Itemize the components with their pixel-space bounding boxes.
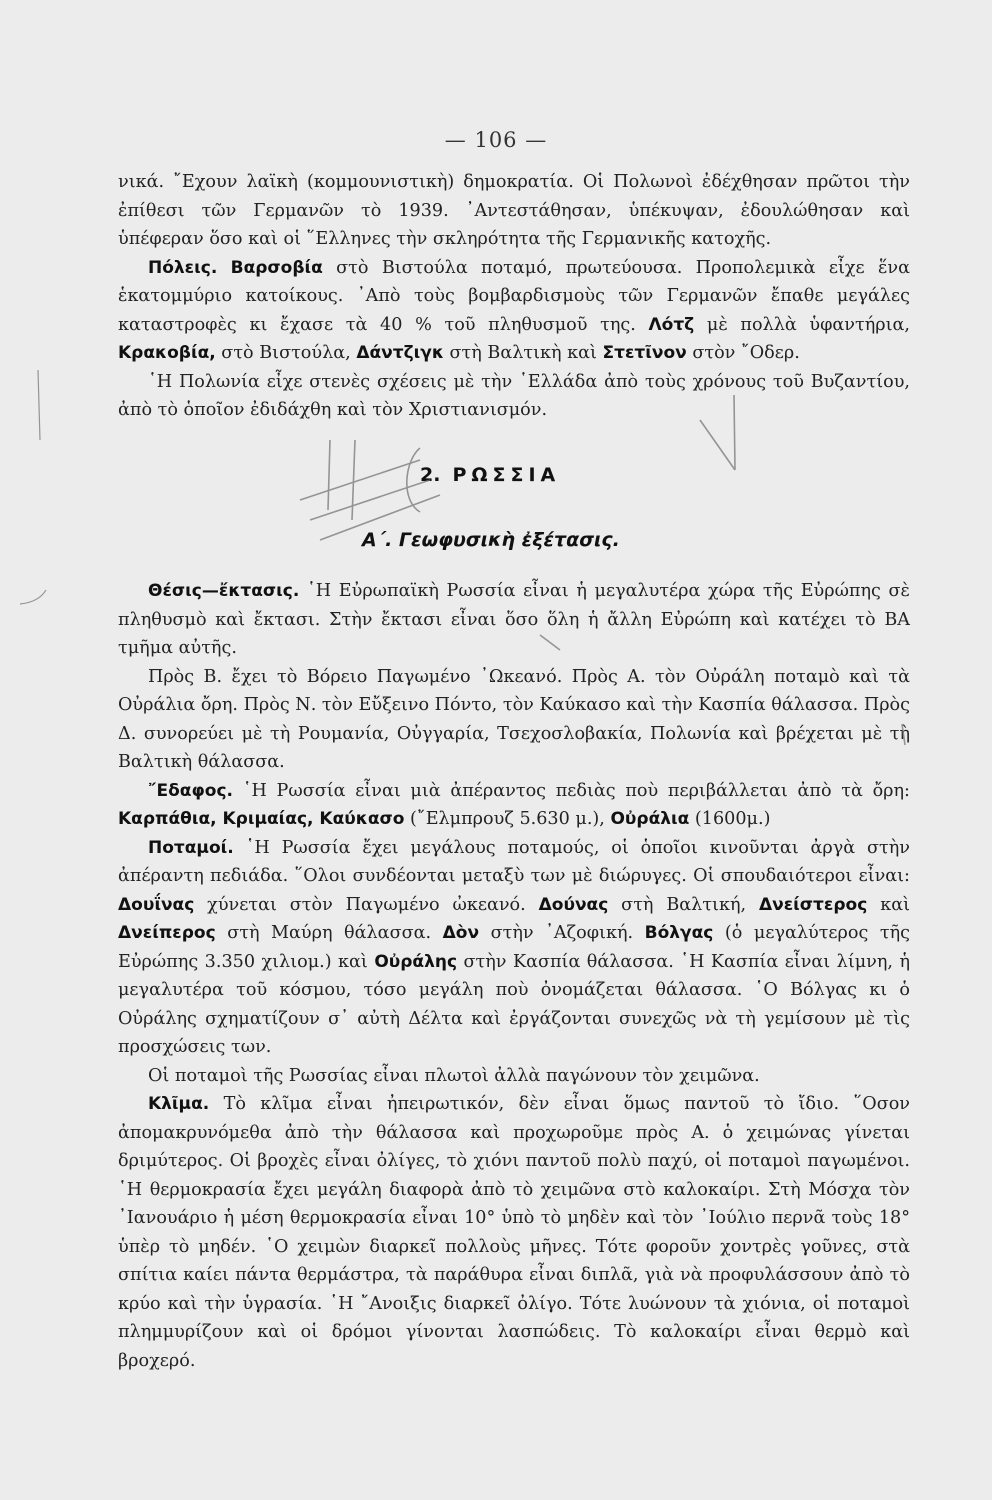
pencil-stroke [300, 460, 420, 500]
bold-term: Καρπάθια, Κριμαίας, Καύκασο [118, 809, 405, 829]
text-run: στὴ Βαλτικὴ καὶ [443, 343, 603, 363]
bold-term: Λότζ [648, 314, 695, 335]
bold-term: Βόλγας [644, 923, 714, 943]
text-run: στὴ Βαλτική, [608, 894, 759, 915]
pencil-stroke [38, 370, 40, 440]
pencil-stroke [352, 440, 355, 520]
bold-term: Οὐράλια [610, 809, 690, 829]
bold-term: Θέσις—ἔκτασις. [148, 581, 300, 601]
pencil-stroke [734, 395, 735, 470]
bold-term: Δάντζιγκ [356, 343, 444, 363]
bold-term: Στετῖνον [602, 343, 687, 363]
bold-term: Ποταμοί. [148, 837, 234, 858]
chapter-title: ΡΩΣΣΙΑ [452, 464, 561, 486]
bold-term: Οὐράλης [374, 951, 458, 972]
pencil-stroke [540, 635, 560, 650]
pencil-stroke [700, 420, 735, 470]
text-run: ῾Η Πολωνία εἶχε στενὲς σχέσεις μὲ τὴν ῾Ελλάδα ἀπὸ τοὺς χρόνους τοῦ Βυζαντίου, ἀπὸ τὸ ὁποῖον ἐδιδάχθη καὶ τὸν Χριστιανισμόν. [118, 371, 910, 420]
text-run: στὸ Βιστούλα ποταμό, πρωτεύουσα. Προπολεμικὰ εἶχε ἕνα ἑκατομμύριο κατοίκους. ᾿Απὸ τοὺς βομβαρδισμοὺς τῶν Γερμανῶν ἔπαθε μεγάλες καταστροφὲς κι ἔχασε τὰ 40 % τοῦ πληθυσμοῦ της. [118, 257, 910, 335]
text-run: ῾Η Ρωσσία εἶναι μιὰ ἀπέραντος πεδιὰς ποὺ περιβάλλεται ἀπὸ τὰ ὄρη: [232, 780, 910, 801]
text-run: (ὁ μεγαλύτερος τῆς Εὐρώπης 3.350 χιλιομ.) καὶ [118, 923, 910, 972]
text-run: στὸ Βιστούλα, [215, 343, 357, 363]
text-run: (1600μ.) [689, 809, 771, 829]
bold-term: Βαρσοβία [230, 257, 323, 278]
bold-term: Δνείστερος [758, 894, 868, 915]
text-run: μὲ πολλὰ ὑφαντήρια, [694, 314, 910, 335]
chapter-number: 2. [420, 464, 441, 486]
text-run: στὴν Κασπία θάλασσα. ῾Η Κασπία εἶναι λίμνη, ἡ μεγαλυτέρα τοῦ κόσμου, τόσο μεγάλη ποὺ ὀνομάζεται θάλασσα. ῾Ο Βόλγας κι ὁ Οὐράλης σχηματίζουν σ᾿ αὐτὴ Δέλτα καὶ ἐργάζονται συνεχῶς νὰ τὴ γεμίσουν μὲ τὶς προσχώσεις των. [118, 951, 911, 1057]
text-run: (῎Ελμπρουζ 5.630 μ.), [404, 809, 611, 829]
text-run: στὸν ῎Οδερ. [686, 343, 800, 363]
bold-term: Πόλεις. [148, 257, 218, 278]
page-number: — 106 — [444, 128, 548, 152]
pencil-stroke [328, 440, 330, 510]
bold-term: Δνείπερος [118, 923, 216, 943]
text-run: χύνεται στὸν Παγωμένο ὠκεανό. [194, 894, 539, 915]
text-run: Πρὸς Β. ἔχει τὸ Βόρειο Παγωμένο ᾿Ωκεανό. Πρὸς Α. τὸν Οὐράλη ποταμὸ καὶ τὰ Οὐράλια ὄρη. Πρὸς Ν. τὸν Εὔξεινο Πόντο, τὸν Καύκασο καὶ τὴν Κασπία θάλασσα. Πρὸς Δ. συνορεύει μὲ τὴ Ρουμανία, Οὐγγαρία, Τσεχοσλοβακία, Πολωνία καὶ βρέχεται μὲ τὴ Βαλτικὴ θάλασσα. [118, 666, 910, 772]
text-run: Οἱ ποταμοὶ τῆς Ρωσσίας εἶναι πλωτοὶ ἀλλὰ παγώνουν τὸν χειμῶνα. [148, 1065, 760, 1086]
bold-term: Κρακοβία, [118, 343, 216, 363]
bold-term: Κλῖμα. [148, 1094, 210, 1114]
bold-term: Δουΐνας [118, 894, 195, 915]
text-run: στὴν ᾿Αζοφική. [479, 923, 645, 943]
text-run: νικά. ῎Εχουν λαϊκὴ (κομμουνιστικὴ) δημοκρατία. Οἱ Πολωνοὶ ἐδέχθησαν πρῶτοι τὴν ἐπίθεσι τῶν Γερμανῶν τὸ 1939. ᾿Αντεστάθησαν, ὑπέκυψαν, ἐδουλώθησαν καὶ ὑπέφεραν ὅσο καὶ οἱ ῞Ελληνες τὴν σκληρότητα τῆς Γερμανικῆς κατοχῆς. [118, 172, 910, 249]
bold-term: Δούνας [538, 894, 609, 915]
text-run: ῾Η Ρωσσία ἔχει μεγάλους ποταμούς, οἱ ὁποῖοι κινοῦνται ἀργὰ στὴν ἀπέραντη πεδιάδα. ῞Ολοι συνδέονται μεταξὺ των μὲ διώρυγες. Οἱ σπουδαιότεροι εἶναι: [118, 837, 910, 886]
pencil-stroke [320, 495, 440, 540]
text-run: Τὸ κλῖμα εἶναι ἠπειρωτικόν, δὲν εἶναι ὅμως παντοῦ τὸ ἴδιο. ῞Οσον ἀπομακρυνόμεθα ἀπὸ τὴν θάλασσα καὶ προχωροῦμε πρὸς Α. ὁ χειμώνας γίνεται δριμύτερος. Οἱ βροχὲς εἶναι ὀλίγες, τὸ χιόνι παντοῦ πολὺ παχύ, οἱ ποταμοὶ παγωμένοι. ῾Η θερμοκρασία ἔχει μεγάλη διαφορὰ ἀπὸ τὸ χειμῶνα στὸ καλοκαίρι. Στὴ Μόσχα τὸν ᾿Ιανουάριο ἡ μέση θερμοκρασία εἶναι 10° ὑπὸ τὸ μηδὲν καὶ τὸν ᾿Ιούλιο περνᾶ τοὺς 18° ὑπὲρ τὸ μηδέν. ῾Ο χειμὼν διαρκεῖ πολλοὺς μῆνες. Τότε φοροῦν χοντρὲς γοῦνες, στὰ σπίτια καίει πάντα θερμάστρα, τὰ παράθυρα εἶναι διπλᾶ, γιὰ νὰ προφυλάσσουν ἀπὸ τὸ κρύο καὶ τὴν ὑγρασία. ῾Η ῎Ανοιξις διαρκεῖ ὀλίγο. Τότε λυώνουν τὰ χιόνια, οἱ ποταμοὶ πλημμυρίζουν καὶ οἱ δρόμοι γίνονται λασπώδεις. Τὸ καλοκαίρι εἶναι θερμὸ καὶ βροχερό. [118, 1094, 910, 1371]
bold-term: ῎Εδαφος. [148, 780, 233, 801]
text-run: καὶ [867, 894, 910, 915]
text-run: στὴ Μαύρη θάλασσα. [215, 923, 443, 943]
pencil-stroke [902, 724, 905, 745]
bold-term: Δὸν [442, 923, 480, 943]
section-heading: Α΄. Γεωφυσικὴ ἐξέτασις. [362, 529, 620, 551]
text-run: ῾Η Εὐρωπαϊκὴ Ρωσσία εἶναι ἡ μεγαλυτέρα χώρα τῆς Εὐρώπης σὲ πληθυσμὸ καὶ ἔκτασι. Στὴν ἔκτασι εἶναι ὅσο ὅλη ἡ ἄλλη Εὐρώπη καὶ κατέχει τὸ ΒΑ τμῆμα αὐτῆς. [118, 581, 910, 658]
pencil-stroke [20, 590, 46, 604]
